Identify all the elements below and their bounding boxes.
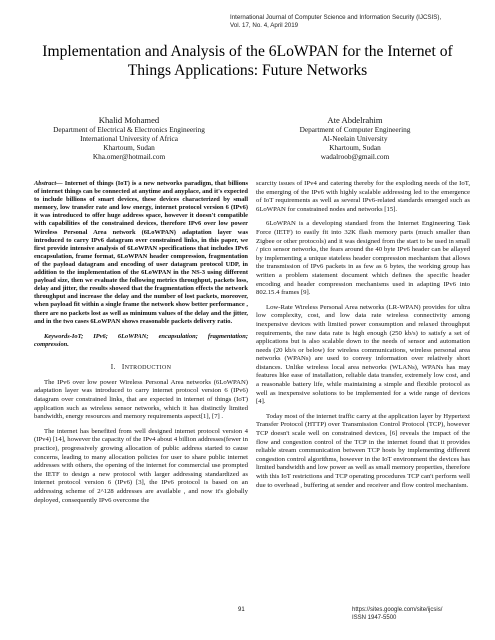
right-column [256,180,470,496]
abstract-text: Internet of things (IoT) is a new networks paradigm, that billions of internet things can be connected at anytime and anyplace, and it's expected to include billions of smart devices, these devices characterized by small memory, low transfer rate and low energy, internet protocol version 6 (IPv6) it was introduced to offer huge address space, however it doesn't compatible with capabilities of the constrained devices, therefore IPv6 over low power Wireless Personal Area network (6LoWPAN) adaptation layer was introduced to carry IPv6 datagram over constrained links, in this paper, we first provide intensive analysis of 6LoWPAN specifications that includes IPv6 encapsulation, frame format, 6LoWPAN header compression, fragmentation of the payload datagram and encoding of user datagram protocol UDP, in addition to the implementation of the 6LoWPAN in the NS-3 using different payload size, then we evaluate the following metrics throughput, packets loss, delay and jitter, the results showed that the fragmentation effects the network throughput and increase the delay and the number of lost packets, moreover, when payload fit within a single frame the network show better performance , there are no packets lost as well as minimum values of the delay and the jitter, and in the two cases 6LoWPAN shows reasonable packets delivery ratio. [34,180,248,325]
author-city: Khartoum, Sudan [329,143,381,153]
footer-info [352,606,482,622]
author-email: Kha.omer@hotmail.com [92,152,166,162]
body-paragraph: The IPv6 over low power Wireless Personal Area networks (6LoWPAN) adaptation layer was introduced to carry internet protocol version 6 (IPv6) datagram over constrained links, that are expected in internet of things (IoT) application such as wireless sensor networks, which it has distinctly limited bandwidth, energy resources and memory requirements aspect[1], [7] . [34,378,248,421]
body-paragraph: The internet has benefited from well designed internet protocol version 4 (IPv4) [14], however the capacity of the IPv4 about 4 billion addresses(fewer in practice), progressively growing allocation of public address started to cause concerns, leading to many allocation policies for user to share public internet addresses with others, the opening of the internet for commercial use prompted the IETF to design a new protocol with larger addressing standardized as internet protocol version 6 (IPv6) [3], the IPv6 protocol is based on an addressing scheme of 2^128 addresses are available , and now it's globally deployed, consequently IPv6 overcome the [34,427,248,504]
author-department: Department of Electrical & Electronics Engineering [53,125,205,134]
author-organization: International University of Africa [80,134,178,144]
journal-header [230,14,480,30]
footer-url[interactable]: https://sites.google.com/site/ijcsis/ [352,607,443,613]
section-number: I. [110,362,116,371]
author-name: Khalid Mohamed [98,115,160,125]
body-paragraph: scarcity issues of IPv4 and catering thereby for the exploding needs of the IoT, the emerging of the IPv6 with highly scalable addressing led to the emergence of IoT requirements as well as several IPv6-related standards emerged such as 6LoWPAN for constrained nodes and networks [15]. [256,180,470,213]
author-department: Department of Computer Engineering [299,125,411,134]
author-name: Ate Abdelrahim [327,115,383,125]
body-paragraph: Low-Rate Wireless Personal Area networks (LR-WPAN) provides for ultra low complexity, cost, and low data rate wireless connectivity among inexpensive devices with limited power consumption and relaxed throughput requirements, the raw data rate is high enough (250 kb/s) to satisfy a set of applications but is also scalable down to the needs of sensor and automation needs (20 kb/s or below) for wireless communications, wireless personal area networks (WPANs) are used to convey information over relatively short distances. Unlike wireless local area networks (WLANs), WPANs has may features like ease of installation, reliable data transfer, extremely low cost, and a reasonable battery life, while maintaining a simple and flexible protocol as well as inexpensive solutions to be implemented for a wide range of devices [4]. [256,303,470,406]
section-heading-introduction [34,363,248,373]
paper-title: Implementation and Analysis of the 6LoWPAN for the Internet of Things Applications: Future Networks [42,43,453,79]
section-title-rest: NTRODUCTION [124,364,172,371]
section-initial: I [121,362,125,371]
abstract-label: Abstract— [34,180,63,187]
journal-name: International Journal of Computer Science and Information Security (IJCSIS), [230,14,442,21]
footer-issn: ISSN 1947-5500 [352,615,397,621]
page-number: 91 [238,607,245,613]
journal-volume: Vol. 17, No. 4, April 2019 [230,22,299,29]
body-paragraph: 6LoWPAN is a developing standard from the Internet Engineering Task Force (IETF) to easily fit into 32K flash memory parts (much smaller than Zigbee or other protocols) and it was designed from the start to be used in small / pico sensor networks, the fears around the 40 byte IPv6 header can be allayed by implementing a unique stateless header compression mechanism that allows the transmission of IPv6 packets in as few as 6 bytes, the working group has written a problem statement document which defines the specific header encoding and header compression mechanisms used in adapting IPv6 into 802.15.4 frames [9]. [256,220,470,297]
body-paragraph: Today most of the internet traffic carry at the application layer by Hypertext Transfer Protocol (HTTP) over Transmission Control Protocol (TCP), however TCP doesn't scale well on constrained devices, [6] reveals the impact of the flow and congestion control of the TCP in the internet found that it provides reliable stream communication between TCP hosts by implementing different congestion control algorithms, however in the IoT environment the devices has limited bandwidth and low power as well as small memory properties, therefore with this IoT restrictions and TCP operating procedures TCP can't perform well due to overhead , buffering at sender and receiver and flow control mechanism. [256,412,470,489]
author-block-1 [24,115,234,161]
author-organization: Al-Neelain University [322,134,388,144]
left-column [34,180,248,511]
author-block-2 [250,115,460,161]
author-city: Khartoum, Sudan [103,143,155,153]
abstract [34,180,248,326]
author-email: wadalroob@gmail.com [320,152,390,162]
keywords: Keywords-IoT; IPv6; 6LoWPAN; encapsulation; fragmentation; compression. [34,332,248,348]
